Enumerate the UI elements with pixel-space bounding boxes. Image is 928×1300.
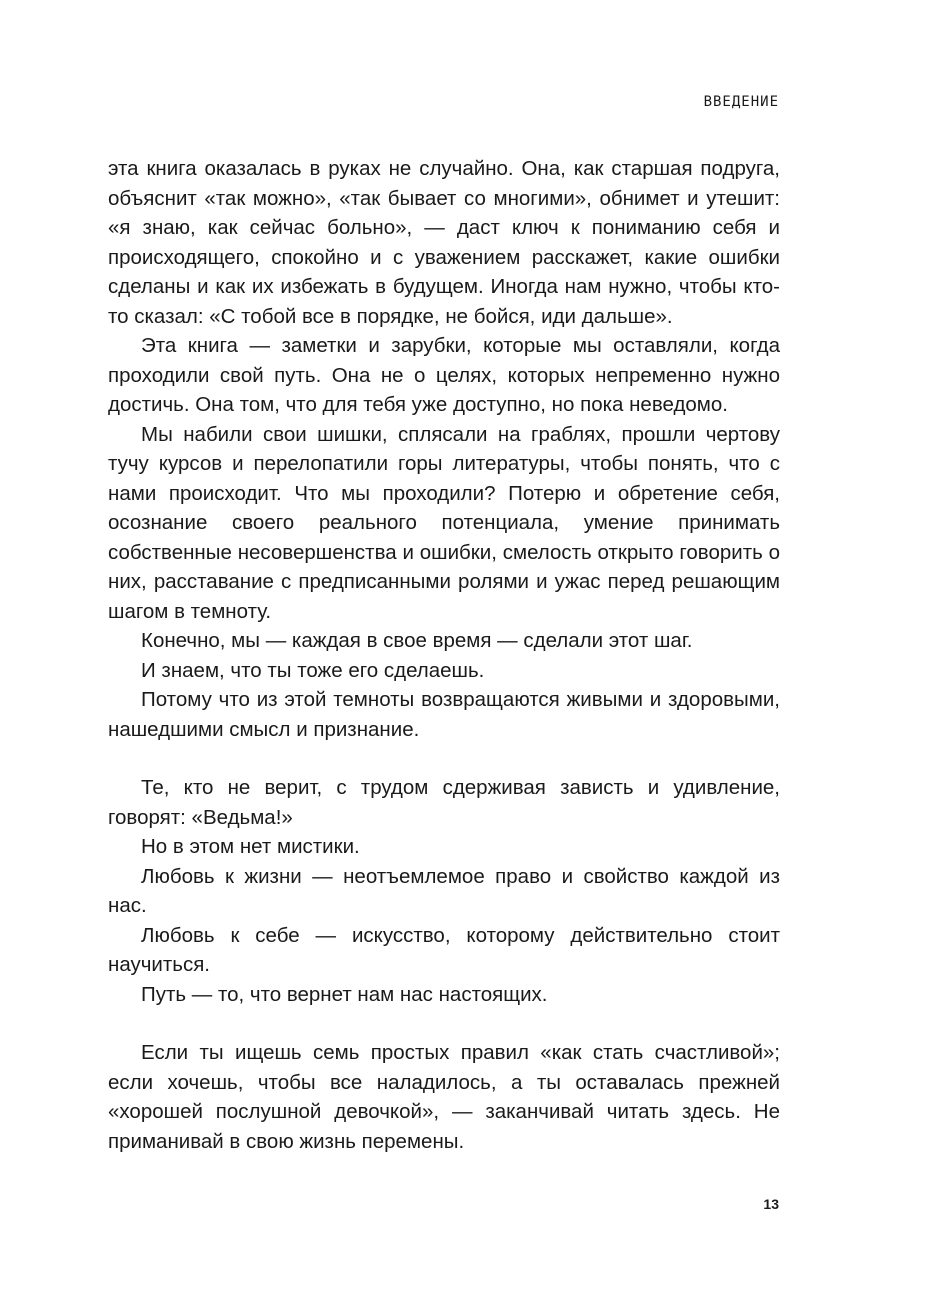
- paragraph: Любовь к жизни — неотъемлемое право и свойство каждой из нас.: [108, 864, 780, 917]
- running-header: ВВЕДЕНИЕ: [703, 94, 779, 110]
- paragraph: Путь — то, что вернет нам нас настоящих.: [141, 982, 548, 1006]
- page-number: 13: [763, 1196, 779, 1212]
- paragraph: Мы набили свои шишки, сплясали на граблях, прошли чертову тучу курсов и перелопатили горы литературы, чтобы понять, что с нами происходит. Что мы проходили? Потерю и обретение себя, осознание своего реального потенциала, умение принимать собственные несовершенства и ошибки, смелость открыто говорить о них, расставание с предписанными ролями и ужас перед решающим шагом в темноту.: [108, 422, 780, 623]
- paragraph: Если ты ищешь семь простых правил «как стать счастливой»; если хочешь, чтобы все наладилось, а ты оставалась прежней «хорошей послушной девочкой», — заканчивай читать здесь. Не приманивай в свою жизнь перемены.: [108, 1041, 780, 1153]
- section-break: [108, 1009, 780, 1038]
- section-break: [108, 744, 780, 773]
- paragraph: Любовь к себе — искусство, которому действительно стоит научиться.: [108, 923, 780, 976]
- paragraph: эта книга оказалась в руках не случайно. Она, как старшая подруга, объяснит «так можно», «так бывает со многими», обнимет и утешит: «я знаю, как сейчас больно», — даст ключ к пониманию себя и происходящего, спокойно и с уважением расскажет, какие ошибки сделаны и как их избежать в будущем. Иногда нам нужно, чтобы кто-то сказал: «С тобой все в порядке, не бойся, иди дальше».: [108, 157, 780, 328]
- paragraph: Конечно, мы — каждая в свое время — сделали этот шаг.: [141, 629, 693, 652]
- paragraph: И знаем, что ты тоже его сделаешь.: [141, 658, 485, 682]
- paragraph: Потому что из этой темноты возвращаются живыми и здоровыми, нашедшими смысл и признание.: [108, 688, 780, 741]
- paragraph: Те, кто не верит, с трудом сдерживая зависть и удивление, говорят: «Ведьма!»: [108, 776, 780, 829]
- body-text: [108, 154, 780, 1156]
- paragraph: Но в этом нет мистики.: [141, 835, 360, 858]
- paragraph: Эта книга — заметки и зарубки, которые мы оставляли, когда проходили свой путь. Она не о целях, которых непременно нужно достичь. Она том, что для тебя уже доступно, но пока неведомо.: [108, 334, 780, 416]
